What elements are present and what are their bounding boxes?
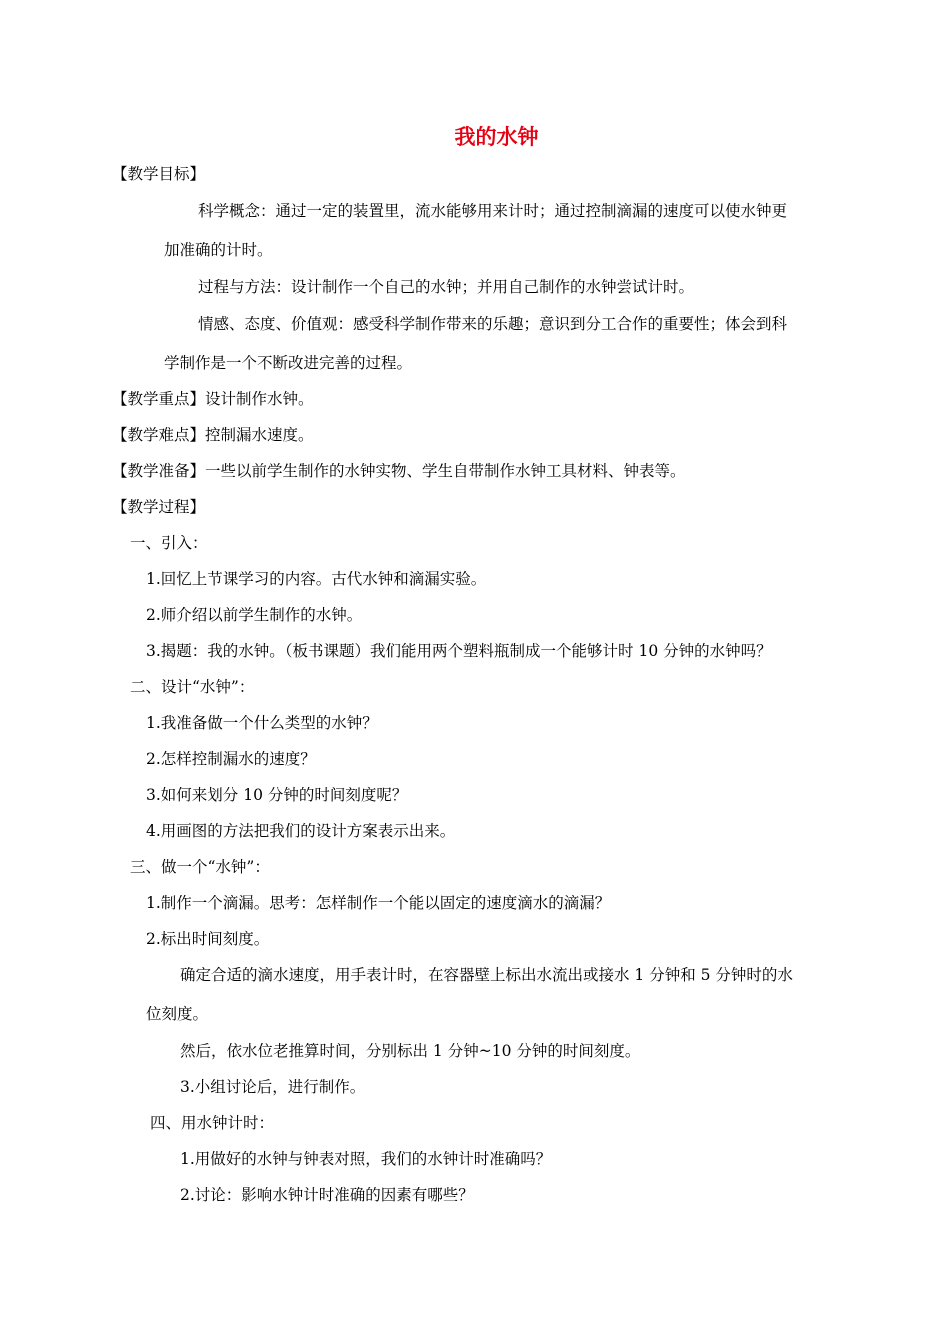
page-title: 我的水钟	[454, 125, 539, 149]
list-item: 1.回忆上节课学习的内容。古代水钟和滴漏实验。	[146, 570, 487, 588]
key-point: 【教学重点】设计制作水钟。	[112, 390, 314, 408]
process-heading: 【教学过程】	[112, 498, 206, 516]
list-item: 1.用做好的水钟与钟表对照，我们的水钟计时准确吗？	[180, 1150, 552, 1168]
section-intro-title: 一、引入：	[130, 534, 208, 552]
paragraph-line: 确定合适的滴水速度，用手表计时，在容器壁上标出水流出或接水 1 分钟和 5 分钟时的水	[180, 966, 793, 984]
list-item: 4.用画图的方法把我们的设计方案表示出来。	[146, 822, 456, 840]
objective-emotion-line-2: 学制作是一个不断改进完善的过程。	[164, 354, 413, 372]
list-item: 3.小组讨论后，进行制作。	[180, 1078, 366, 1096]
section-timing-title: 四、用水钟计时：	[150, 1114, 275, 1132]
section-make-title: 三、做一个“水钟”：	[130, 858, 270, 876]
list-item: 2.讨论：影响水钟计时准确的因素有哪些？	[180, 1186, 474, 1204]
difficulty: 【教学难点】控制漏水速度。	[112, 426, 314, 444]
list-item: 2.师介绍以前学生制作的水钟。	[146, 606, 363, 624]
objective-concept-line-2: 加准确的计时。	[164, 241, 273, 259]
list-item: 1.制作一个滴漏。思考：怎样制作一个能以固定的速度滴水的滴漏？	[146, 894, 611, 912]
preparation: 【教学准备】一些以前学生制作的水钟实物、学生自带制作水钟工具材料、钟表等。	[112, 462, 686, 480]
paragraph-line: 然后，依水位老推算时间，分别标出 1 分钟~10 分钟的时间刻度。	[180, 1042, 641, 1060]
objective-method: 过程与方法：设计制作一个自己的水钟；并用自己制作的水钟尝试计时。	[198, 278, 695, 296]
objective-concept-line-1: 科学概念：通过一定的装置里，流水能够用来计时；通过控制滴漏的速度可以使水钟更	[198, 202, 788, 220]
objectives-heading: 【教学目标】	[112, 165, 206, 183]
section-design-title: 二、设计“水钟”：	[130, 678, 255, 696]
list-item: 3.揭题：我的水钟。（板书课题）我们能用两个塑料瓶制成一个能够计时 10 分钟的水钟吗？	[146, 642, 772, 660]
objective-emotion-line-1: 情感、态度、价值观：感受科学制作带来的乐趣；意识到分工合作的重要性；体会到科	[198, 315, 788, 333]
list-item: 2.怎样控制漏水的速度？	[146, 750, 316, 768]
list-item: 1.我准备做一个什么类型的水钟？	[146, 714, 378, 732]
list-item: 2.标出时间刻度。	[146, 930, 270, 948]
list-item: 3.如何来划分 10 分钟的时间刻度呢？	[146, 786, 408, 804]
paragraph-line: 位刻度。	[146, 1005, 209, 1023]
